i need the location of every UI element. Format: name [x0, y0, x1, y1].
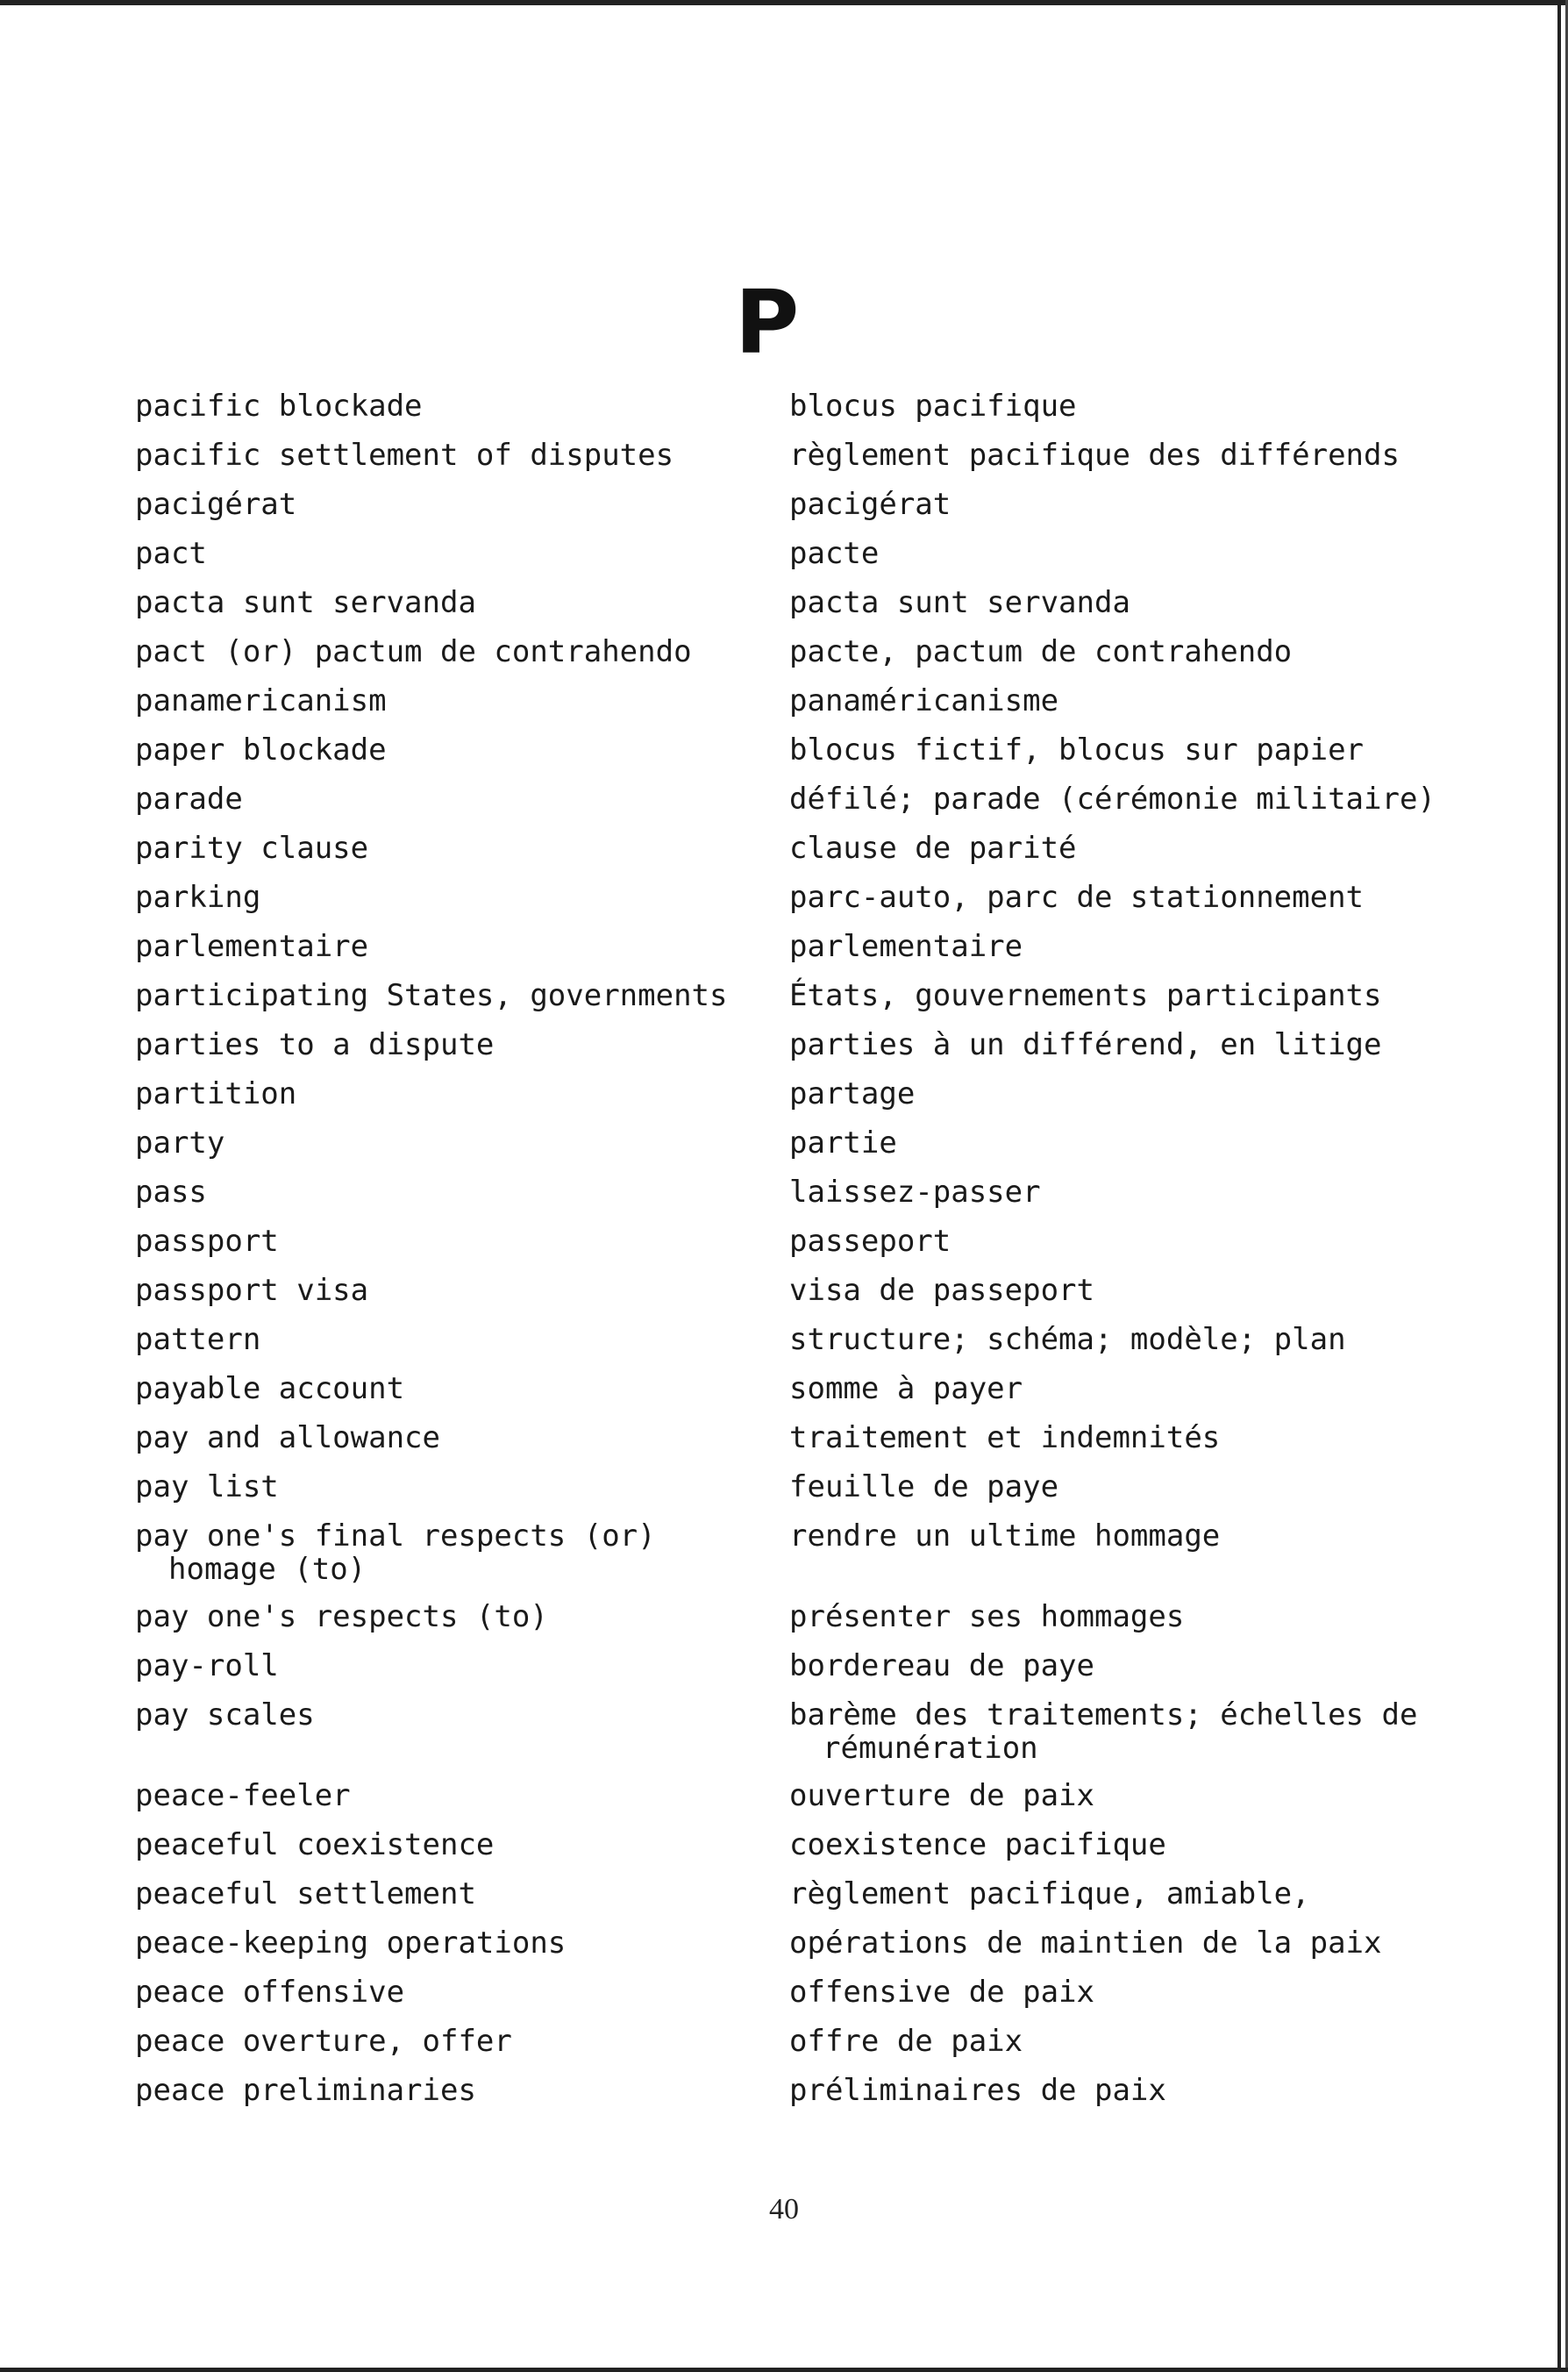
french-term: [789, 1175, 1041, 1209]
french-term: [789, 1877, 1310, 1911]
french-term: [789, 1126, 897, 1160]
english-term-text: pay-roll: [135, 1648, 279, 1683]
english-term-text: parlementaire: [135, 929, 369, 964]
french-term: [789, 2025, 1023, 2058]
french-term: [789, 684, 1058, 718]
english-term-text: pacific settlement of disputes: [135, 438, 674, 473]
english-term: [135, 1975, 404, 2009]
french-term-text: laissez-passer: [789, 1175, 1041, 1210]
english-term: [135, 1926, 566, 1960]
english-term: [135, 2025, 512, 2058]
french-term: [789, 1421, 1220, 1454]
english-term-text: paper blockade: [135, 732, 387, 768]
french-term: [789, 488, 951, 521]
english-term: [135, 1698, 315, 1732]
french-term: [789, 2074, 1166, 2107]
english-term: [135, 1323, 260, 1356]
french-term-text: États, gouvernements participants: [789, 978, 1382, 1013]
french-term: [789, 1649, 1094, 1683]
english-term-text: peace-keeping operations: [135, 1925, 567, 1961]
english-term: [135, 1077, 296, 1111]
english-term: [135, 1600, 548, 1633]
english-term: [135, 1421, 440, 1454]
section-letter: P: [735, 271, 800, 374]
french-term-text: pacte: [789, 536, 880, 571]
english-term-text: pacta sunt servanda: [135, 585, 476, 620]
french-term-text: parties à un différend, en litige: [789, 1027, 1382, 1062]
french-term-text: structure; schéma; modèle; plan: [789, 1322, 1346, 1357]
english-term-text: panamericanism: [135, 683, 387, 718]
page-number: 40: [769, 2193, 799, 2226]
french-term: [789, 1372, 1023, 1405]
english-term-text: peace-feeler: [135, 1778, 351, 1813]
french-term-text: blocus pacifique: [789, 389, 1077, 424]
french-term-text: feuille de paye: [789, 1469, 1059, 1504]
english-term-text: passport visa: [135, 1273, 369, 1308]
english-term-text: pay list: [135, 1469, 279, 1504]
english-term-text: pass: [135, 1175, 207, 1210]
english-term-text: party: [135, 1125, 225, 1161]
french-term: [789, 1926, 1382, 1960]
french-term-text: présenter ses hommages: [789, 1599, 1185, 1634]
english-term-text: passport: [135, 1224, 279, 1259]
english-term-text: pay one's respects (to): [135, 1599, 548, 1634]
english-term-text: partition: [135, 1076, 297, 1111]
english-term: [135, 537, 207, 570]
english-term-text: parity clause: [135, 831, 369, 866]
french-term: [789, 537, 879, 570]
french-term: [789, 733, 1364, 767]
english-term: [135, 635, 692, 668]
right-border: [1557, 0, 1561, 2372]
french-term: [789, 1028, 1382, 1061]
french-term: [789, 389, 1077, 423]
french-term-text: ouverture de paix: [789, 1778, 1094, 1813]
english-term: [135, 1877, 476, 1911]
french-term: [789, 439, 1400, 472]
english-term-text: pay scales: [135, 1697, 315, 1733]
french-term: [789, 1975, 1094, 2009]
english-term-text: parade: [135, 782, 243, 817]
french-term-text: pacta sunt servanda: [789, 585, 1130, 620]
french-term-text: clause de parité: [789, 831, 1077, 866]
english-term: [135, 586, 476, 619]
french-term: [789, 1470, 1058, 1504]
english-term: [135, 1649, 279, 1683]
french-term-text: partage: [789, 1076, 916, 1111]
english-term: [135, 1274, 368, 1307]
french-term-text: règlement pacifique des différends: [789, 438, 1400, 473]
english-term: [135, 1779, 351, 1812]
french-term-text: passeport: [789, 1224, 951, 1259]
english-term-text: peaceful settlement: [135, 1876, 476, 1911]
french-term: [789, 586, 1130, 619]
top-border: [0, 0, 1568, 5]
french-term-text: opérations de maintien de la paix: [789, 1925, 1382, 1961]
french-term-text: blocus fictif, blocus sur papier: [789, 732, 1365, 768]
english-term: [135, 389, 423, 423]
french-term-text: visa de passeport: [789, 1273, 1094, 1308]
english-term: [135, 1470, 279, 1504]
french-term: [789, 1600, 1184, 1633]
english-term: [135, 832, 368, 865]
french-term: [789, 1323, 1346, 1356]
english-term: [135, 1175, 207, 1209]
english-term: [135, 1828, 494, 1861]
french-term-text: parlementaire: [789, 929, 1023, 964]
french-term-text: panaméricanisme: [789, 683, 1059, 718]
french-term: [789, 1698, 1417, 1765]
french-term: [789, 1274, 1094, 1307]
english-term-text: pattern: [135, 1322, 261, 1357]
english-term: [135, 2074, 476, 2107]
english-term: [135, 1225, 279, 1258]
french-term-text: rendre un ultime hommage: [789, 1518, 1221, 1554]
french-term-text: bordereau de paye: [789, 1648, 1094, 1683]
english-term-text: peace overture, offer: [135, 2024, 512, 2059]
french-term: [789, 979, 1382, 1012]
french-term-text: pacte, pactum de contrahendo: [789, 634, 1293, 669]
english-term: [135, 1126, 225, 1160]
french-term: [789, 881, 1364, 914]
french-term: [789, 930, 1023, 963]
english-term-continuation: homage (to): [168, 1552, 367, 1587]
french-term: [789, 1519, 1220, 1553]
english-term: [135, 782, 243, 816]
french-term-text: préliminaires de paix: [789, 2073, 1166, 2108]
french-term-text: règlement pacifique, amiable,: [789, 1876, 1310, 1911]
french-term-text: coexistence pacifique: [789, 1827, 1166, 1862]
english-term-text: participating States, governments: [135, 978, 728, 1013]
french-term-text: traitement et indemnités: [789, 1420, 1221, 1455]
english-term-text: peace offensive: [135, 1975, 405, 2010]
english-term-text: pact: [135, 536, 207, 571]
french-term-text: défilé; parade (cérémonie militaire): [789, 782, 1436, 817]
french-term-text: parc-auto, parc de stationnement: [789, 880, 1365, 915]
english-term-text: peace preliminaries: [135, 2073, 476, 2108]
french-term-text: pacigérat: [789, 487, 951, 522]
english-term: [135, 1519, 656, 1586]
english-term: [135, 979, 728, 1012]
english-term-text: pay and allowance: [135, 1420, 440, 1455]
french-term: [789, 1077, 915, 1111]
french-term-text: somme à payer: [789, 1371, 1023, 1406]
english-term-text: parties to a dispute: [135, 1027, 495, 1062]
english-term: [135, 930, 368, 963]
bottom-border: [0, 2368, 1568, 2372]
french-term: [789, 635, 1292, 668]
french-term: [789, 1828, 1166, 1861]
french-term-text: offensive de paix: [789, 1975, 1094, 2010]
french-term-text: barème des traitements; échelles de: [789, 1697, 1418, 1733]
french-term-text: partie: [789, 1125, 897, 1161]
french-term-text: offre de paix: [789, 2024, 1023, 2059]
english-term: [135, 881, 260, 914]
english-term: [135, 684, 387, 718]
english-term-text: pacific blockade: [135, 389, 423, 424]
english-term-text: pay one's final respects (or): [135, 1518, 656, 1554]
french-term: [789, 1779, 1094, 1812]
english-term: [135, 1372, 404, 1405]
english-term: [135, 733, 387, 767]
french-term: [789, 832, 1077, 865]
english-term: [135, 439, 674, 472]
french-term: [789, 782, 1436, 816]
english-term: [135, 1028, 494, 1061]
english-term-text: pact (or) pactum de contrahendo: [135, 634, 692, 669]
french-term: [789, 1225, 951, 1258]
english-term: [135, 488, 296, 521]
english-term-text: parking: [135, 880, 261, 915]
english-term-text: payable account: [135, 1371, 405, 1406]
french-term-continuation: rémunération: [823, 1731, 1038, 1766]
english-term-text: peaceful coexistence: [135, 1827, 495, 1862]
english-term-text: pacigérat: [135, 487, 297, 522]
